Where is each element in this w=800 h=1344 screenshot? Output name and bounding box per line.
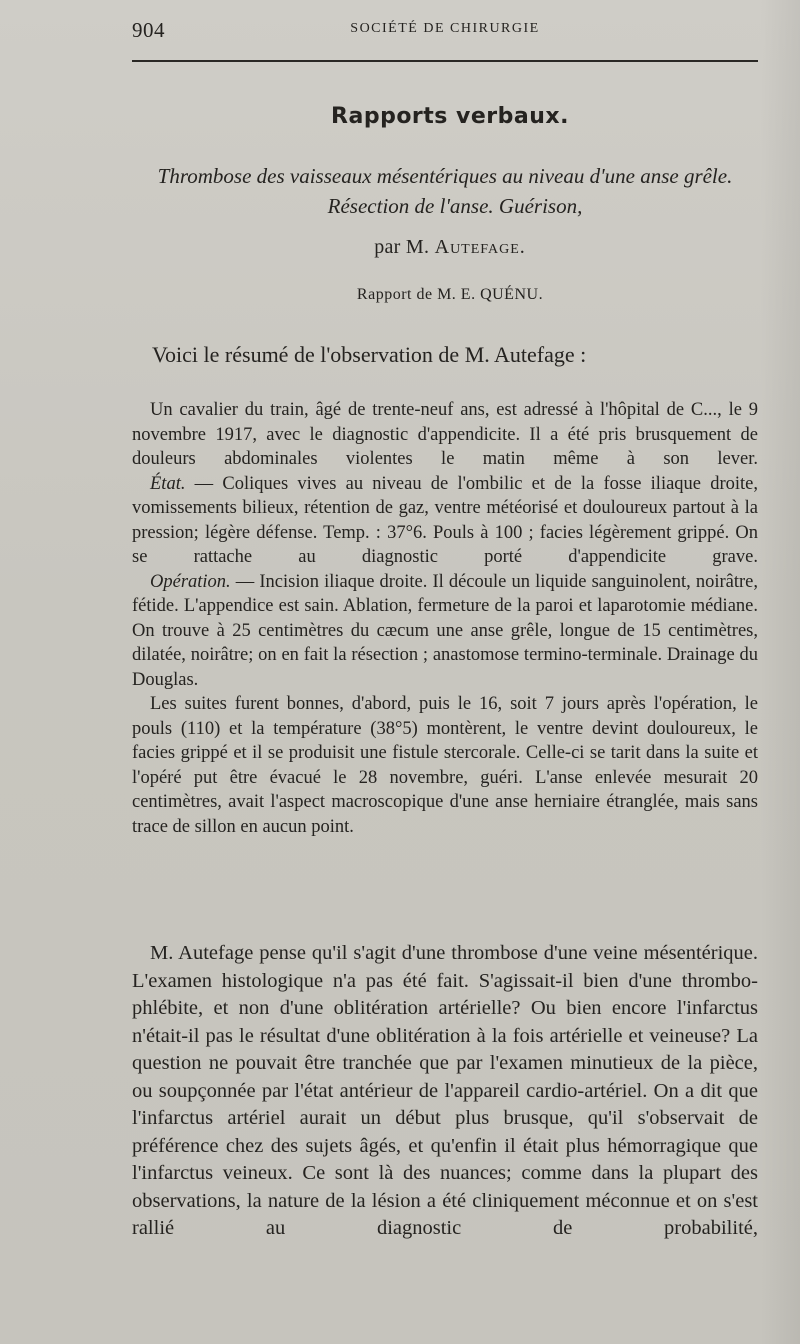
running-head: [132, 18, 758, 44]
etat-text: — Coliques vives au niveau de l'ombilic et de la fosse iliaque droite, vomissements bilieux, rétention de gaz, ventre météorisé et douloureux partout à la pression; légère défense. Temp. : 37°6. Pouls à 100 ; facies légèrement grippé. On se rattache au diagnostic porté d'appendicite grave.: [132, 473, 758, 567]
observation-paragraph-outcome: Les suites furent bonnes, d'abord, puis le 16, soit 7 jours après l'opération, le pouls (110) et la température (38°5) montèrent, le ventre devint douloureux, le facies grippé et il se produisit une fistule stercorale. Celle-ci se tarit dans la suite et l'opéré put être évacué le 28 novembre, guéri. L'anse enlevée mesurait 20 centimètres, avait l'aspect macroscopique d'une anse herniaire étranglée, mais sans trace de sillon en aucun point.: [132, 694, 758, 837]
observation-text: [132, 398, 758, 839]
intro-sentence: Voici le résumé de l'observation de M. Autefage :: [152, 342, 587, 367]
article-title-line1: Thrombose des vaisseaux mésentériques au niveau d'une anse grêle.: [157, 164, 733, 188]
page-number: 904: [132, 18, 165, 42]
article-author: [132, 236, 768, 259]
observation-paragraph-history: Un cavalier du train, âgé de trente-neuf ans, est adressé à l'hôpital de C..., le 9 novembre 1917, avec le diagnostic d'appendicite. Il a été pris brusquement de douleurs abdominales violentes le matin même à son lever.: [132, 400, 758, 469]
author-prefix: par M.: [374, 236, 430, 258]
article-title-line2: Résection de l'anse. Guérison,: [327, 194, 583, 218]
operation-text: — Incision iliaque droite. Il découle un liquide sanguinolent, noirâtre, fétide. L'appendice est sain. Ablation, fermeture de la paroi et laparotomie médiane. On trouve à 25 centimètres du cæcum une anse grêle, longue de 15 centimètres, dilatée, noirâtre; on en fait la résection ; anastomose termino-terminale. Drainage du Douglas.: [132, 571, 758, 690]
etat-label: État.: [150, 473, 186, 494]
header-rule: [132, 60, 758, 62]
reporter-line: Rapport de M. E. QUÉNU.: [356, 286, 544, 303]
author-name: Autefage.: [434, 236, 526, 258]
discussion-text: [132, 940, 758, 1243]
operation-label: Opération.: [150, 571, 231, 592]
observation-paragraph-state: [132, 472, 758, 570]
section-title: Rapports verbaux.: [331, 104, 569, 129]
journal-name: SOCIÉTÉ DE CHIRURGIE: [350, 21, 540, 36]
observation-paragraph-operation: [132, 570, 758, 693]
discussion-paragraph: M. Autefage pense qu'il s'agit d'une thrombose d'une veine mésentérique. L'examen histologique n'a pas été fait. S'agissait-il bien d'une thrombo-phlébite, et non d'une oblitération artérielle? Ou bien encore l'infarctus n'était-il pas le résultat d'une oblitération à la fois artérielle et veineuse? La question ne pouvait être tranchée que par l'examen minutieux de la pièce, ou soupçonnée par l'état antérieur de l'appareil cardio-artériel. On a dit que l'infarctus artériel aurait un début plus brusque, qu'il s'observait de préférence chez des sujets âgés, et qu'enfin il était plus hémorragique que l'infarctus veineux. Ce sont là des nuances; comme dans la plupart des observations, la nature de la lésion a été cliniquement méconnue et on s'est rallié au diagnostic de probabilité,: [132, 942, 758, 1239]
